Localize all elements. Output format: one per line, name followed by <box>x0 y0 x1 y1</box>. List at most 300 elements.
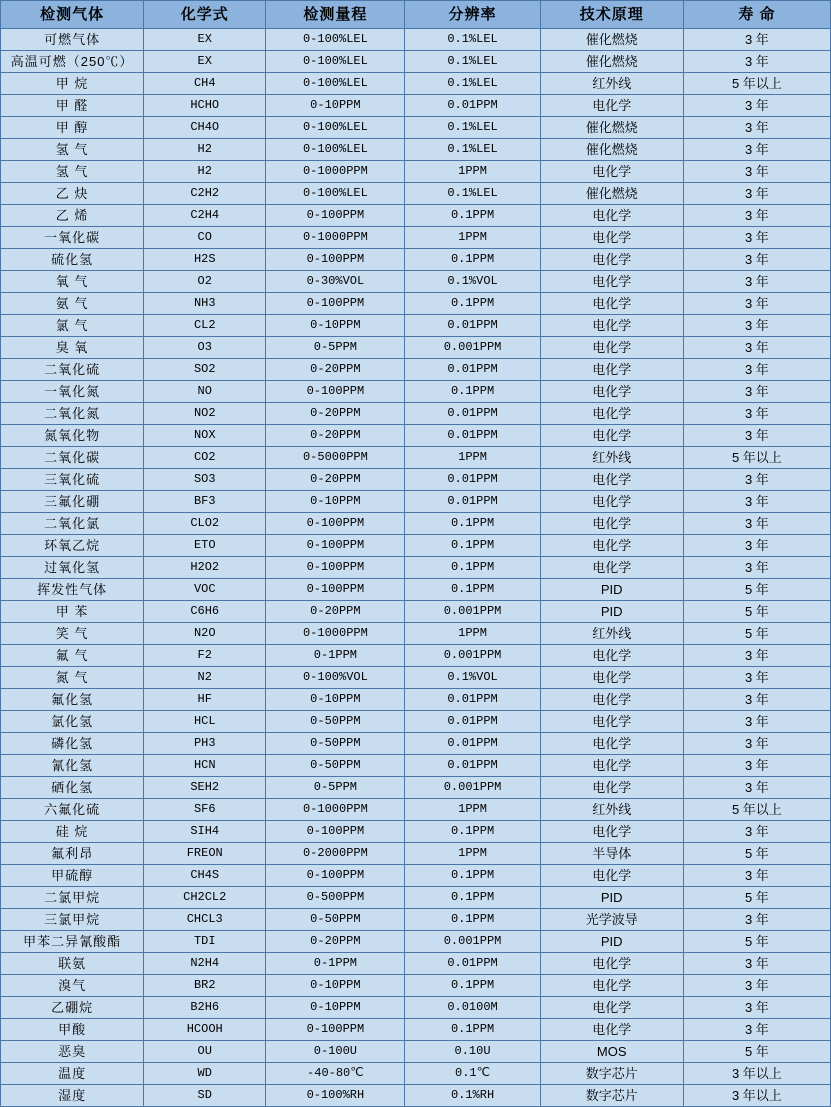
cell-formula: CO <box>144 227 266 249</box>
cell-range: 0-100%LEL <box>266 117 405 139</box>
cell-formula: NO2 <box>144 403 266 425</box>
cell-formula: CLO2 <box>144 513 266 535</box>
cell-formula: HCOOH <box>144 1019 266 1041</box>
cell-gas: 甲硫醇 <box>1 865 144 887</box>
cell-lifetime: 3 年 <box>683 227 830 249</box>
cell-lifetime: 3 年 <box>683 535 830 557</box>
table-row <box>1 183 831 205</box>
table-row <box>1 1063 831 1085</box>
cell-lifetime: 3 年 <box>683 997 830 1019</box>
cell-formula: CH4O <box>144 117 266 139</box>
cell-lifetime: 3 年 <box>683 953 830 975</box>
cell-range: 0-100PPM <box>266 579 405 601</box>
cell-lifetime: 5 年 <box>683 887 830 909</box>
cell-gas: 三氟化硼 <box>1 491 144 513</box>
cell-formula: H2S <box>144 249 266 271</box>
cell-resolution: 0.0100M <box>405 997 540 1019</box>
cell-resolution: 0.01PPM <box>405 491 540 513</box>
cell-lifetime: 3 年 <box>683 249 830 271</box>
cell-resolution: 0.10U <box>405 1041 540 1063</box>
table-row <box>1 997 831 1019</box>
cell-resolution: 0.1%LEL <box>405 73 540 95</box>
cell-principle: 电化学 <box>540 821 683 843</box>
cell-resolution: 0.1%LEL <box>405 117 540 139</box>
cell-resolution: 1PPM <box>405 623 540 645</box>
column-header-range: 检测量程 <box>266 1 405 29</box>
cell-range: 0-50PPM <box>266 909 405 931</box>
cell-principle: 电化学 <box>540 249 683 271</box>
cell-principle: 电化学 <box>540 271 683 293</box>
cell-resolution: 1PPM <box>405 843 540 865</box>
cell-range: 0-30%VOL <box>266 271 405 293</box>
cell-principle: 电化学 <box>540 733 683 755</box>
cell-range: 0-100%LEL <box>266 183 405 205</box>
cell-resolution: 0.1%LEL <box>405 139 540 161</box>
cell-range: 0-50PPM <box>266 711 405 733</box>
cell-range: 0-100%LEL <box>266 29 405 51</box>
cell-range: 0-10PPM <box>266 315 405 337</box>
cell-principle: 电化学 <box>540 403 683 425</box>
table-row <box>1 227 831 249</box>
cell-formula: H2O2 <box>144 557 266 579</box>
cell-formula: SO2 <box>144 359 266 381</box>
table-row <box>1 337 831 359</box>
cell-resolution: 1PPM <box>405 447 540 469</box>
cell-range: 0-5PPM <box>266 777 405 799</box>
cell-principle: 电化学 <box>540 953 683 975</box>
cell-formula: O3 <box>144 337 266 359</box>
table-row <box>1 1041 831 1063</box>
cell-principle: 电化学 <box>540 689 683 711</box>
cell-resolution: 0.01PPM <box>405 733 540 755</box>
cell-principle: 电化学 <box>540 975 683 997</box>
cell-lifetime: 5 年 <box>683 843 830 865</box>
cell-gas: 氮 气 <box>1 667 144 689</box>
cell-principle: 光学波导 <box>540 909 683 931</box>
cell-resolution: 0.1PPM <box>405 865 540 887</box>
table-body <box>1 29 831 1107</box>
cell-range: 0-1000PPM <box>266 227 405 249</box>
cell-formula: VOC <box>144 579 266 601</box>
cell-principle: MOS <box>540 1041 683 1063</box>
cell-range: 0-100PPM <box>266 557 405 579</box>
cell-principle: 电化学 <box>540 95 683 117</box>
table-row <box>1 865 831 887</box>
cell-principle: 电化学 <box>540 711 683 733</box>
cell-principle: PID <box>540 931 683 953</box>
cell-formula: HCL <box>144 711 266 733</box>
cell-principle: 电化学 <box>540 645 683 667</box>
cell-gas: 氟利昂 <box>1 843 144 865</box>
table-row <box>1 557 831 579</box>
table-row <box>1 733 831 755</box>
cell-gas: 温度 <box>1 1063 144 1085</box>
cell-gas: 乙 烯 <box>1 205 144 227</box>
cell-resolution: 0.1%LEL <box>405 51 540 73</box>
cell-lifetime: 5 年以上 <box>683 447 830 469</box>
cell-gas: 二氧化硫 <box>1 359 144 381</box>
cell-principle: 电化学 <box>540 997 683 1019</box>
cell-lifetime: 5 年以上 <box>683 799 830 821</box>
cell-range: 0-5PPM <box>266 337 405 359</box>
cell-range: 0-5000PPM <box>266 447 405 469</box>
table-row <box>1 73 831 95</box>
cell-principle: 电化学 <box>540 667 683 689</box>
cell-principle: 电化学 <box>540 425 683 447</box>
cell-range: 0-100PPM <box>266 513 405 535</box>
table-row <box>1 447 831 469</box>
table-row <box>1 579 831 601</box>
cell-principle: 电化学 <box>540 513 683 535</box>
table-row <box>1 1019 831 1041</box>
cell-range: 0-100%LEL <box>266 51 405 73</box>
cell-lifetime: 5 年以上 <box>683 73 830 95</box>
table-row <box>1 95 831 117</box>
cell-resolution: 0.01PPM <box>405 359 540 381</box>
cell-range: 0-100PPM <box>266 865 405 887</box>
cell-gas: 溴气 <box>1 975 144 997</box>
table-row <box>1 645 831 667</box>
cell-gas: 三氧化硫 <box>1 469 144 491</box>
cell-lifetime: 3 年 <box>683 161 830 183</box>
cell-lifetime: 3 年 <box>683 29 830 51</box>
cell-formula: HCN <box>144 755 266 777</box>
table-row <box>1 953 831 975</box>
table-row <box>1 623 831 645</box>
column-header-gas: 检测气体 <box>1 1 144 29</box>
cell-gas: 磷化氢 <box>1 733 144 755</box>
cell-resolution: 0.1PPM <box>405 513 540 535</box>
cell-resolution: 0.1PPM <box>405 887 540 909</box>
cell-lifetime: 3 年以上 <box>683 1063 830 1085</box>
table-row <box>1 491 831 513</box>
cell-gas: 可燃气体 <box>1 29 144 51</box>
cell-lifetime: 3 年 <box>683 733 830 755</box>
table-row <box>1 205 831 227</box>
cell-resolution: 0.1PPM <box>405 579 540 601</box>
cell-range: 0-20PPM <box>266 403 405 425</box>
table-row <box>1 139 831 161</box>
cell-range: 0-100PPM <box>266 293 405 315</box>
cell-formula: H2 <box>144 139 266 161</box>
cell-lifetime: 3 年 <box>683 689 830 711</box>
table-row <box>1 909 831 931</box>
cell-principle: 电化学 <box>540 755 683 777</box>
cell-principle: PID <box>540 579 683 601</box>
cell-formula: C6H6 <box>144 601 266 623</box>
cell-lifetime: 5 年 <box>683 931 830 953</box>
cell-lifetime: 3 年 <box>683 205 830 227</box>
cell-principle: PID <box>540 601 683 623</box>
cell-principle: 电化学 <box>540 777 683 799</box>
cell-lifetime: 3 年 <box>683 1019 830 1041</box>
cell-range: 0-20PPM <box>266 931 405 953</box>
table-row <box>1 689 831 711</box>
cell-formula: N2H4 <box>144 953 266 975</box>
cell-gas: 二氯甲烷 <box>1 887 144 909</box>
cell-resolution: 0.01PPM <box>405 425 540 447</box>
cell-formula: C2H2 <box>144 183 266 205</box>
cell-principle: 数字芯片 <box>540 1085 683 1107</box>
cell-resolution: 0.001PPM <box>405 645 540 667</box>
cell-range: 0-100%RH <box>266 1085 405 1107</box>
cell-gas: 硫化氢 <box>1 249 144 271</box>
cell-formula: SD <box>144 1085 266 1107</box>
cell-gas: 氢 气 <box>1 161 144 183</box>
cell-principle: 红外线 <box>540 73 683 95</box>
cell-resolution: 0.1%RH <box>405 1085 540 1107</box>
cell-gas: 甲酸 <box>1 1019 144 1041</box>
cell-range: 0-100PPM <box>266 381 405 403</box>
table-header-row <box>1 1 831 29</box>
table-row <box>1 425 831 447</box>
table-row <box>1 821 831 843</box>
table-row <box>1 249 831 271</box>
cell-formula: EX <box>144 29 266 51</box>
cell-resolution: 0.1PPM <box>405 975 540 997</box>
cell-gas: 二氧化氮 <box>1 403 144 425</box>
cell-gas: 氧 气 <box>1 271 144 293</box>
cell-resolution: 0.1PPM <box>405 535 540 557</box>
cell-resolution: 0.1%VOL <box>405 667 540 689</box>
table-row <box>1 513 831 535</box>
cell-formula: NO <box>144 381 266 403</box>
cell-lifetime: 3 年 <box>683 909 830 931</box>
cell-gas: 甲 苯 <box>1 601 144 623</box>
cell-lifetime: 3 年 <box>683 293 830 315</box>
cell-gas: 氯化氢 <box>1 711 144 733</box>
cell-range: 0-20PPM <box>266 359 405 381</box>
table-row <box>1 931 831 953</box>
cell-formula: SEH2 <box>144 777 266 799</box>
cell-resolution: 0.01PPM <box>405 469 540 491</box>
cell-lifetime: 3 年 <box>683 381 830 403</box>
cell-range: 0-100PPM <box>266 249 405 271</box>
cell-gas: 一氧化碳 <box>1 227 144 249</box>
cell-formula: SF6 <box>144 799 266 821</box>
cell-range: 0-100%VOL <box>266 667 405 689</box>
table-row <box>1 1085 831 1107</box>
cell-gas: 氰化氢 <box>1 755 144 777</box>
cell-range: 0-10PPM <box>266 975 405 997</box>
column-header-principle: 技术原理 <box>540 1 683 29</box>
cell-lifetime: 3 年 <box>683 513 830 535</box>
cell-gas: 二氧化碳 <box>1 447 144 469</box>
cell-gas: 联氨 <box>1 953 144 975</box>
cell-principle: 电化学 <box>540 1019 683 1041</box>
cell-gas: 硅 烷 <box>1 821 144 843</box>
table-row <box>1 161 831 183</box>
cell-lifetime: 3 年 <box>683 557 830 579</box>
table-row <box>1 117 831 139</box>
table-row <box>1 535 831 557</box>
cell-principle: 红外线 <box>540 799 683 821</box>
cell-lifetime: 3 年 <box>683 315 830 337</box>
cell-lifetime: 3 年 <box>683 95 830 117</box>
cell-principle: 电化学 <box>540 337 683 359</box>
table-row <box>1 667 831 689</box>
cell-gas: 一氧化氮 <box>1 381 144 403</box>
cell-gas: 甲 醇 <box>1 117 144 139</box>
cell-gas: 甲苯二异氰酸酯 <box>1 931 144 953</box>
cell-resolution: 0.01PPM <box>405 315 540 337</box>
cell-formula: C2H4 <box>144 205 266 227</box>
cell-formula: OU <box>144 1041 266 1063</box>
cell-gas: 二氧化氯 <box>1 513 144 535</box>
cell-gas: 氮氧化物 <box>1 425 144 447</box>
cell-gas: 六氟化硫 <box>1 799 144 821</box>
cell-resolution: 0.1PPM <box>405 1019 540 1041</box>
cell-formula: HF <box>144 689 266 711</box>
cell-lifetime: 3 年 <box>683 139 830 161</box>
cell-formula: FREON <box>144 843 266 865</box>
cell-principle: 催化燃烧 <box>540 29 683 51</box>
cell-gas: 三氯甲烷 <box>1 909 144 931</box>
cell-lifetime: 3 年 <box>683 425 830 447</box>
cell-lifetime: 3 年 <box>683 777 830 799</box>
cell-principle: 电化学 <box>540 557 683 579</box>
cell-lifetime: 3 年 <box>683 667 830 689</box>
table-row <box>1 29 831 51</box>
cell-formula: CH2CL2 <box>144 887 266 909</box>
column-header-formula: 化学式 <box>144 1 266 29</box>
cell-range: 0-50PPM <box>266 733 405 755</box>
cell-formula: O2 <box>144 271 266 293</box>
cell-resolution: 0.1%LEL <box>405 183 540 205</box>
cell-lifetime: 3 年 <box>683 865 830 887</box>
cell-resolution: 0.001PPM <box>405 337 540 359</box>
cell-gas: 甲 醛 <box>1 95 144 117</box>
cell-gas: 湿度 <box>1 1085 144 1107</box>
cell-range: 0-1000PPM <box>266 161 405 183</box>
cell-resolution: 0.1PPM <box>405 205 540 227</box>
cell-principle: 电化学 <box>540 227 683 249</box>
cell-principle: 电化学 <box>540 535 683 557</box>
cell-lifetime: 3 年 <box>683 645 830 667</box>
cell-range: 0-100PPM <box>266 535 405 557</box>
cell-gas: 过氧化氢 <box>1 557 144 579</box>
cell-gas: 乙硼烷 <box>1 997 144 1019</box>
cell-resolution: 0.1℃ <box>405 1063 540 1085</box>
cell-gas: 恶臭 <box>1 1041 144 1063</box>
cell-range: 0-1PPM <box>266 645 405 667</box>
cell-range: 0-1000PPM <box>266 799 405 821</box>
cell-lifetime: 3 年 <box>683 755 830 777</box>
cell-range: 0-10PPM <box>266 491 405 513</box>
cell-range: 0-100PPM <box>266 821 405 843</box>
cell-lifetime: 5 年 <box>683 1041 830 1063</box>
cell-gas: 氨 气 <box>1 293 144 315</box>
cell-formula: CO2 <box>144 447 266 469</box>
cell-resolution: 0.1PPM <box>405 249 540 271</box>
cell-resolution: 0.001PPM <box>405 601 540 623</box>
cell-lifetime: 3 年 <box>683 359 830 381</box>
cell-principle: 电化学 <box>540 469 683 491</box>
column-header-resolution: 分辨率 <box>405 1 540 29</box>
cell-lifetime: 3 年 <box>683 469 830 491</box>
cell-lifetime: 3 年以上 <box>683 1085 830 1107</box>
cell-formula: NOX <box>144 425 266 447</box>
cell-formula: H2 <box>144 161 266 183</box>
cell-gas: 高温可燃（250℃） <box>1 51 144 73</box>
cell-principle: 催化燃烧 <box>540 183 683 205</box>
cell-principle: 红外线 <box>540 447 683 469</box>
cell-resolution: 0.01PPM <box>405 953 540 975</box>
cell-resolution: 0.01PPM <box>405 755 540 777</box>
cell-resolution: 0.1%VOL <box>405 271 540 293</box>
cell-principle: 半导体 <box>540 843 683 865</box>
cell-lifetime: 5 年 <box>683 623 830 645</box>
cell-lifetime: 3 年 <box>683 271 830 293</box>
cell-gas: 硒化氢 <box>1 777 144 799</box>
cell-range: 0-100%LEL <box>266 139 405 161</box>
cell-formula: F2 <box>144 645 266 667</box>
cell-resolution: 0.01PPM <box>405 711 540 733</box>
cell-gas: 挥发性气体 <box>1 579 144 601</box>
cell-formula: BF3 <box>144 491 266 513</box>
cell-resolution: 0.1PPM <box>405 909 540 931</box>
cell-resolution: 1PPM <box>405 161 540 183</box>
cell-formula: SIH4 <box>144 821 266 843</box>
table-row <box>1 359 831 381</box>
table-row <box>1 843 831 865</box>
cell-formula: N2 <box>144 667 266 689</box>
cell-principle: 数字芯片 <box>540 1063 683 1085</box>
cell-range: 0-20PPM <box>266 469 405 491</box>
cell-range: 0-2000PPM <box>266 843 405 865</box>
cell-range: 0-10PPM <box>266 95 405 117</box>
cell-range: 0-500PPM <box>266 887 405 909</box>
cell-lifetime: 3 年 <box>683 821 830 843</box>
cell-principle: 催化燃烧 <box>540 139 683 161</box>
cell-formula: TDI <box>144 931 266 953</box>
cell-formula: EX <box>144 51 266 73</box>
cell-principle: 电化学 <box>540 491 683 513</box>
table-row <box>1 51 831 73</box>
cell-range: 0-20PPM <box>266 425 405 447</box>
cell-resolution: 0.001PPM <box>405 931 540 953</box>
cell-resolution: 0.1%LEL <box>405 29 540 51</box>
table-row <box>1 887 831 909</box>
cell-range: -40-80℃ <box>266 1063 405 1085</box>
cell-range: 0-100PPM <box>266 205 405 227</box>
cell-range: 0-100PPM <box>266 1019 405 1041</box>
cell-principle: 电化学 <box>540 359 683 381</box>
table-row <box>1 711 831 733</box>
cell-range: 0-50PPM <box>266 755 405 777</box>
table-row <box>1 381 831 403</box>
cell-resolution: 1PPM <box>405 227 540 249</box>
table-row <box>1 777 831 799</box>
cell-formula: SO3 <box>144 469 266 491</box>
cell-range: 0-100U <box>266 1041 405 1063</box>
table-row <box>1 601 831 623</box>
cell-resolution: 0.01PPM <box>405 689 540 711</box>
cell-range: 0-10PPM <box>266 997 405 1019</box>
cell-formula: WD <box>144 1063 266 1085</box>
table-row <box>1 755 831 777</box>
cell-lifetime: 3 年 <box>683 975 830 997</box>
cell-principle: PID <box>540 887 683 909</box>
cell-gas: 臭 氧 <box>1 337 144 359</box>
cell-lifetime: 5 年 <box>683 601 830 623</box>
cell-principle: 红外线 <box>540 623 683 645</box>
cell-resolution: 0.1PPM <box>405 557 540 579</box>
cell-principle: 催化燃烧 <box>540 117 683 139</box>
cell-lifetime: 3 年 <box>683 337 830 359</box>
cell-gas: 环氧乙烷 <box>1 535 144 557</box>
cell-formula: B2H6 <box>144 997 266 1019</box>
